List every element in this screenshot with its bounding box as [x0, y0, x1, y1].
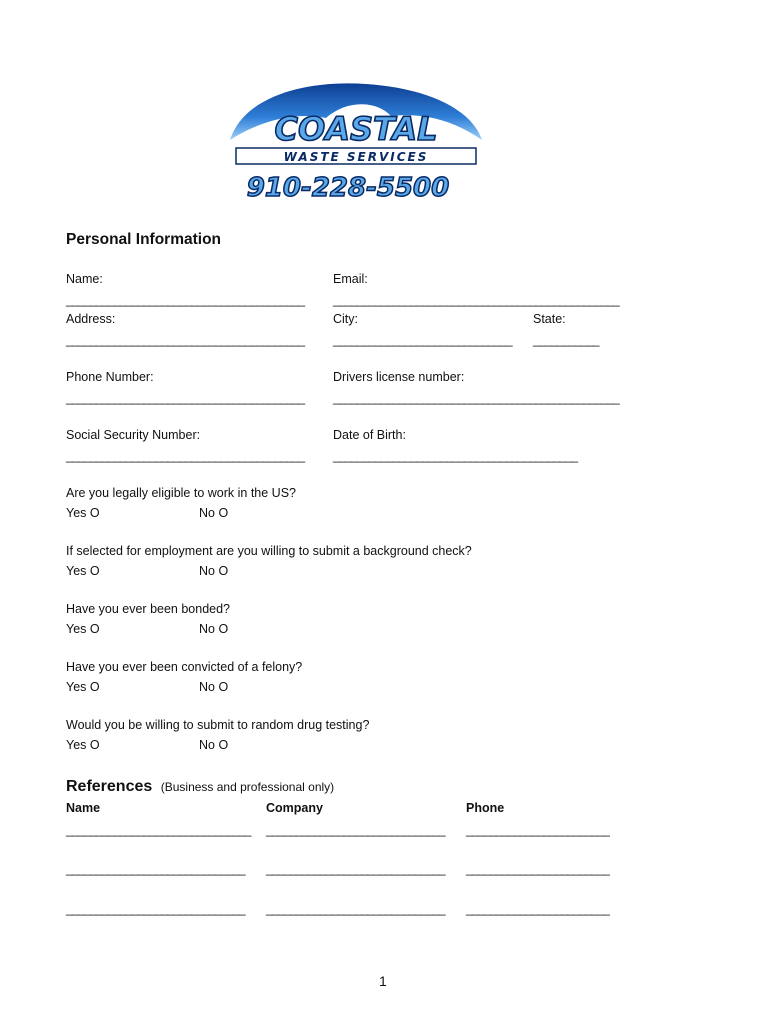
- page-number: 1: [379, 973, 387, 989]
- column-header-company: Company: [266, 801, 323, 815]
- yes-option[interactable]: Yes O: [66, 506, 100, 520]
- ssn-field[interactable]: ________________________________________: [66, 449, 305, 463]
- city-label: City:: [333, 312, 358, 326]
- phone-label: Phone Number:: [66, 370, 154, 384]
- logo-phone-text: 910-228-5500: [246, 173, 450, 202]
- reference-company-field[interactable]: ______________________________: [266, 902, 445, 916]
- city-field[interactable]: ______________________________: [333, 333, 512, 347]
- drivers-license-label: Drivers license number:: [333, 370, 465, 384]
- column-header-name: Name: [66, 801, 101, 815]
- ssn-label: Social Security Number:: [66, 428, 201, 442]
- yes-option[interactable]: Yes O: [66, 564, 100, 578]
- no-option[interactable]: No O: [199, 564, 229, 578]
- question-text: Have you ever been convicted of a felony?: [66, 660, 303, 674]
- question-text: Are you legally eligible to work in the US?: [66, 486, 296, 500]
- reference-company-field[interactable]: ______________________________: [266, 862, 445, 876]
- question-text: If selected for employment are you willing to submit a background check?: [66, 544, 472, 558]
- logo-brand-text: COASTAL: [274, 110, 438, 148]
- dob-label: Date of Birth:: [333, 428, 406, 442]
- yes-option[interactable]: Yes O: [66, 680, 100, 694]
- question-text: Would you be willing to submit to random drug testing?: [66, 718, 370, 732]
- name-label: Name:: [66, 272, 103, 286]
- question-text: Have you ever been bonded?: [66, 602, 231, 616]
- no-option[interactable]: No O: [199, 680, 229, 694]
- address-label: Address:: [66, 312, 116, 326]
- no-option[interactable]: No O: [199, 738, 229, 752]
- section-title-personal: Personal Information: [66, 231, 222, 248]
- coastal-waste-logo: [226, 78, 486, 202]
- name-field[interactable]: ________________________________________: [66, 293, 305, 307]
- email-field[interactable]: ________________________________________________: [333, 293, 619, 307]
- address-field[interactable]: ________________________________________: [66, 333, 305, 347]
- yes-option[interactable]: Yes O: [66, 622, 100, 636]
- reference-name-field[interactable]: ______________________________: [66, 862, 245, 876]
- state-label: State:: [533, 312, 566, 326]
- column-header-phone: Phone: [466, 801, 505, 815]
- yes-option[interactable]: Yes O: [66, 738, 100, 752]
- state-field[interactable]: ___________: [533, 333, 599, 347]
- reference-phone-field[interactable]: ________________________: [466, 862, 609, 876]
- dob-field[interactable]: _________________________________________: [333, 449, 578, 463]
- reference-company-field[interactable]: ______________________________: [266, 823, 445, 837]
- references-subtitle: (Business and professional only): [160, 780, 335, 794]
- no-option[interactable]: No O: [199, 506, 229, 520]
- section-title-references: References: [66, 778, 153, 795]
- references-heading-row: [66, 778, 334, 796]
- reference-phone-field[interactable]: ________________________: [466, 823, 609, 837]
- logo-graphic: [226, 78, 486, 202]
- reference-name-field[interactable]: _______________________________: [66, 823, 251, 837]
- drivers-license-field[interactable]: ________________________________________________: [333, 391, 619, 405]
- email-label: Email:: [333, 272, 368, 286]
- no-option[interactable]: No O: [199, 622, 229, 636]
- reference-phone-field[interactable]: ________________________: [466, 902, 609, 916]
- phone-field[interactable]: ________________________________________: [66, 391, 305, 405]
- logo-tagline-text: WASTE SERVICES: [283, 150, 429, 164]
- reference-name-field[interactable]: ______________________________: [66, 902, 245, 916]
